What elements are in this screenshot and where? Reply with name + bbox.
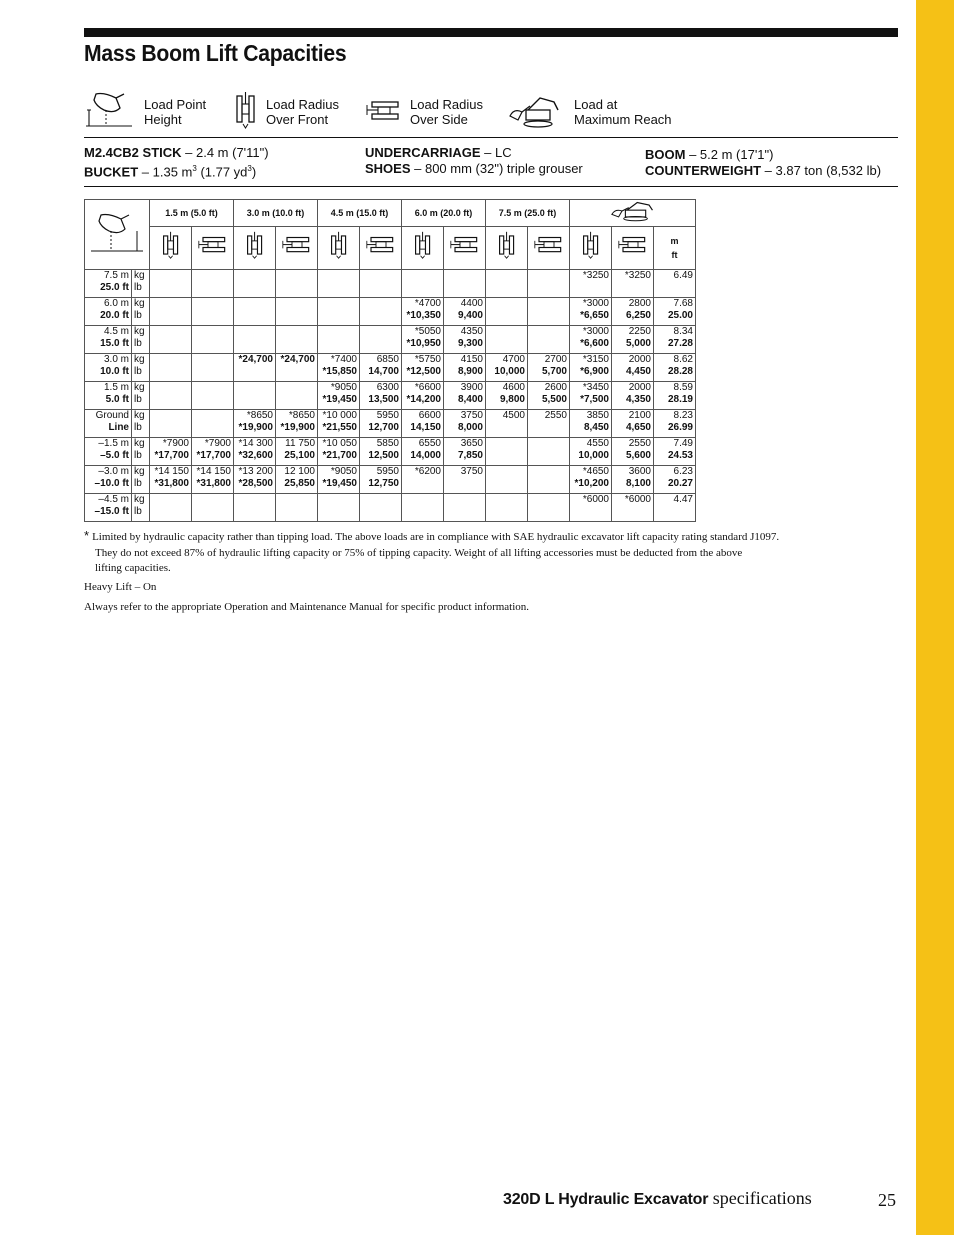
spec-stick-bucket: M2.4CB2 STICK – 2.4 m (7'11") BUCKET – 1.35 $m^3$ (1.77 $yd^3$) <box>84 145 269 180</box>
capacity-cell: *7900 *17,700 <box>150 437 192 465</box>
load-radius-over-side-icon <box>198 248 228 259</box>
table-row <box>85 353 696 381</box>
max-reach-distance-cell: 7.49 24.53 <box>654 437 696 465</box>
capacity-cell: *3000 *6,600 <box>570 325 612 353</box>
row-unit-label: kg lb <box>132 297 150 325</box>
row-unit-label: kg lb <box>132 437 150 465</box>
over-side-header-cell <box>444 226 486 269</box>
capacity-cell <box>234 325 276 353</box>
load-radius-over-side-icon <box>366 248 396 259</box>
load-radius-over-side-icon <box>282 248 312 259</box>
lift-capacity-table <box>84 199 696 522</box>
max-reach-distance-cell: 7.68 25.00 <box>654 297 696 325</box>
notes: * Limited by hydraulic capacity rather than tipping load. The above loads are in compliance with SAE hydraulic excavator lift capacity rating standard J1097. They do not exceed 87% of hydraulic lifting capacity or 75% of tipping capacity. Weight of all lifting accessories must be deducted from the above lifting capacities. Heavy Lift – On Always refer to the appropriate Operation and Maintenance Manual for specific product information. <box>84 528 884 616</box>
load-radius-over-front-icon <box>581 251 601 262</box>
radius-header-5: 7.5 m (25.0 ft) <box>486 200 570 227</box>
over-front-header-cell <box>402 226 444 269</box>
load-point-height-icon <box>87 205 147 259</box>
capacity-cell <box>192 409 234 437</box>
yellow-edge-bar <box>916 0 954 1235</box>
capacity-cell: 12 100 25,850 <box>276 465 318 493</box>
load-radius-over-side-icon <box>534 248 564 259</box>
spec-undercarriage-shoes: UNDERCARRIAGE – LC SHOES – 800 mm (32") triple grouser <box>365 145 583 176</box>
capacity-cell <box>234 493 276 521</box>
capacity-cell <box>276 269 318 297</box>
capacity-cell: *14 300 *32,600 <box>234 437 276 465</box>
table-row <box>85 325 696 353</box>
capacity-cell <box>318 493 360 521</box>
radius-header-1: 1.5 m (5.0 ft) <box>150 200 234 227</box>
capacity-cell <box>486 493 528 521</box>
max-reach-distance-cell: 8.34 27.28 <box>654 325 696 353</box>
table-row <box>85 409 696 437</box>
legend-item-load-point-height: Load Point Height <box>86 90 254 130</box>
over-side-header-cell <box>528 226 570 269</box>
capacity-cell <box>234 381 276 409</box>
radius-header-4: 6.0 m (20.0 ft) <box>402 200 486 227</box>
capacity-cell: *4650 *10,200 <box>570 465 612 493</box>
capacity-cell: *7900 *17,700 <box>192 437 234 465</box>
row-height-label: Ground Line <box>85 409 132 437</box>
manual-note: Always refer to the appropriate Operation and Maintenance Manual for specific product information. <box>84 601 530 613</box>
capacity-cell <box>402 493 444 521</box>
capacity-cell: *9050 *19,450 <box>318 381 360 409</box>
row-unit-label: kg lb <box>132 325 150 353</box>
capacity-cell: *24,700 <box>234 353 276 381</box>
capacity-cell: *3150 *6,900 <box>570 353 612 381</box>
over-side-header-cell <box>276 226 318 269</box>
legend-item-load-radius-side: Load Radius Over Side <box>366 90 520 130</box>
spec-boom-counterweight: BOOM – 5.2 m (17'1") COUNTERWEIGHT – 3.87 ton (8,532 lb) <box>645 147 882 178</box>
capacity-cell: *8650 *19,900 <box>234 409 276 437</box>
load-radius-over-front-icon <box>161 251 181 262</box>
load-radius-over-front-icon <box>329 251 349 262</box>
over-front-header-cell <box>234 226 276 269</box>
capacity-cell: *5050 *10,950 <box>402 325 444 353</box>
capacity-cell <box>192 493 234 521</box>
capacity-cell: 5950 12,700 <box>360 409 402 437</box>
capacity-cell: *6000 <box>612 493 654 521</box>
load-at-maximum-reach-icon <box>607 200 659 222</box>
footer-title: 320D L Hydraulic Excavator specifications <box>503 1188 812 1208</box>
capacity-cell <box>486 269 528 297</box>
over-front-header-cell <box>570 226 612 269</box>
legend <box>84 90 898 136</box>
capacity-cell <box>150 493 192 521</box>
over-side-header-cell <box>612 226 654 269</box>
capacity-cell <box>318 297 360 325</box>
capacity-cell <box>486 465 528 493</box>
capacity-cell: 4150 8,900 <box>444 353 486 381</box>
radius-header-2: 3.0 m (10.0 ft) <box>234 200 318 227</box>
page-title: Mass Boom Lift Capacities <box>84 40 347 66</box>
capacity-cell <box>234 297 276 325</box>
capacity-cell <box>360 297 402 325</box>
capacity-cell <box>360 325 402 353</box>
over-front-header-cell <box>150 226 192 269</box>
row-height-label: –4.5 m –15.0 ft <box>85 493 132 521</box>
capacity-cell: *9050 *19,450 <box>318 465 360 493</box>
capacity-cell: *3000 *6,650 <box>570 297 612 325</box>
capacity-cell: *5750 *12,500 <box>402 353 444 381</box>
row-unit-label: kg lb <box>132 269 150 297</box>
capacity-cell: *24,700 <box>276 353 318 381</box>
load-point-height-header-cell <box>85 200 150 270</box>
capacity-cell: *14 150 *31,800 <box>150 465 192 493</box>
capacity-cell: 11 750 25,100 <box>276 437 318 465</box>
divider <box>84 137 898 138</box>
capacity-cell <box>528 465 570 493</box>
capacity-cell <box>150 325 192 353</box>
capacity-cell: *8650 *19,900 <box>276 409 318 437</box>
table-row <box>85 269 696 297</box>
capacity-cell <box>192 325 234 353</box>
capacity-cell: *10 000 *21,550 <box>318 409 360 437</box>
legend-item-load-radius-front: Load Radius Over Front <box>234 90 376 130</box>
capacity-cell: 3750 <box>444 465 486 493</box>
capacity-cell: 3600 8,100 <box>612 465 654 493</box>
capacity-cell: 2700 5,700 <box>528 353 570 381</box>
capacity-cell <box>192 269 234 297</box>
row-height-label: 4.5 m 15.0 ft <box>85 325 132 353</box>
table-row <box>85 297 696 325</box>
capacity-cell <box>528 493 570 521</box>
page-number: 25 <box>878 1190 896 1210</box>
capacity-cell: 2800 6,250 <box>612 297 654 325</box>
load-radius-over-side-icon <box>366 90 402 130</box>
capacity-cell: 3850 8,450 <box>570 409 612 437</box>
max-reach-distance-cell: 6.23 20.27 <box>654 465 696 493</box>
capacity-cell <box>360 493 402 521</box>
over-side-header-cell <box>192 226 234 269</box>
capacity-cell <box>276 381 318 409</box>
row-height-label: –3.0 m –10.0 ft <box>85 465 132 493</box>
row-height-label: 7.5 m 25.0 ft <box>85 269 132 297</box>
row-unit-label: kg lb <box>132 353 150 381</box>
over-front-header-cell <box>318 226 360 269</box>
capacity-cell <box>528 269 570 297</box>
capacity-cell: 2100 4,650 <box>612 409 654 437</box>
max-reach-header <box>570 200 696 227</box>
max-reach-distance-cell: 4.47 <box>654 493 696 521</box>
max-reach-distance-cell: 8.62 28.28 <box>654 353 696 381</box>
capacity-cell <box>192 353 234 381</box>
capacity-cell <box>276 325 318 353</box>
load-radius-over-front-icon <box>234 90 258 130</box>
over-side-header-cell <box>360 226 402 269</box>
capacity-cell <box>276 493 318 521</box>
capacity-cell <box>528 437 570 465</box>
capacity-cell: *10 050 *21,700 <box>318 437 360 465</box>
capacity-cell: 4500 <box>486 409 528 437</box>
capacity-cell <box>234 269 276 297</box>
unit-header-cell: m ft <box>654 226 696 269</box>
load-radius-over-front-icon <box>497 251 517 262</box>
legend-item-max-reach: Load at Maximum Reach <box>506 90 684 130</box>
capacity-cell: *13 200 *28,500 <box>234 465 276 493</box>
capacity-cell <box>360 269 402 297</box>
capacity-cell: 6550 14,000 <box>402 437 444 465</box>
capacity-cell <box>318 325 360 353</box>
row-unit-label: kg lb <box>132 493 150 521</box>
capacity-cell <box>402 269 444 297</box>
capacity-cell: 6300 13,500 <box>360 381 402 409</box>
capacity-cell <box>444 269 486 297</box>
row-height-label: 3.0 m 10.0 ft <box>85 353 132 381</box>
capacity-cell: *4700 *10,350 <box>402 297 444 325</box>
capacity-cell: *6600 *14,200 <box>402 381 444 409</box>
row-height-label: 1.5 m 5.0 ft <box>85 381 132 409</box>
capacity-cell <box>486 325 528 353</box>
capacity-cell <box>192 381 234 409</box>
capacity-cell <box>528 325 570 353</box>
row-height-label: 6.0 m 20.0 ft <box>85 297 132 325</box>
capacity-cell: 4550 10,000 <box>570 437 612 465</box>
load-radius-over-front-icon <box>245 251 265 262</box>
footnote-hydraulic: * Limited by hydraulic capacity rather than tipping load. The above loads are in compliance with SAE hydraulic excavator lift capacity rating standard J1097. <box>84 528 780 543</box>
table-row <box>85 493 696 521</box>
capacity-cell: 6600 14,150 <box>402 409 444 437</box>
capacity-cell: 2550 5,600 <box>612 437 654 465</box>
capacity-cell <box>276 297 318 325</box>
capacity-cell: *7400 *15,850 <box>318 353 360 381</box>
capacity-cell: 5850 12,500 <box>360 437 402 465</box>
capacity-cell: *3250 <box>570 269 612 297</box>
row-height-label: –1.5 m –5.0 ft <box>85 437 132 465</box>
capacity-cell: 5950 12,750 <box>360 465 402 493</box>
max-reach-distance-cell: 6.49 <box>654 269 696 297</box>
title-rule <box>84 28 898 37</box>
capacity-cell: 3900 8,400 <box>444 381 486 409</box>
load-at-maximum-reach-icon <box>506 90 564 130</box>
over-front-header-cell <box>486 226 528 269</box>
capacity-cell: *6000 <box>570 493 612 521</box>
capacity-cell: 4350 9,300 <box>444 325 486 353</box>
table-row <box>85 381 696 409</box>
max-reach-distance-cell: 8.23 26.99 <box>654 409 696 437</box>
capacity-cell: 2000 4,450 <box>612 353 654 381</box>
capacity-cell <box>318 269 360 297</box>
capacity-cell: 2600 5,500 <box>528 381 570 409</box>
capacity-cell <box>528 297 570 325</box>
capacity-cell <box>150 409 192 437</box>
capacity-cell: *3450 *7,500 <box>570 381 612 409</box>
load-point-height-icon <box>86 90 136 130</box>
heavy-lift-note: Heavy Lift – On <box>84 580 157 593</box>
capacity-cell <box>150 353 192 381</box>
capacity-cell: 4700 10,000 <box>486 353 528 381</box>
capacity-cell: 4600 9,800 <box>486 381 528 409</box>
row-unit-label: kg lb <box>132 465 150 493</box>
table-row <box>85 465 696 493</box>
load-radius-over-side-icon <box>450 248 480 259</box>
load-radius-over-side-icon <box>618 248 648 259</box>
capacity-cell: 2550 <box>528 409 570 437</box>
capacity-cell <box>486 437 528 465</box>
capacity-cell <box>150 297 192 325</box>
row-unit-label: kg lb <box>132 409 150 437</box>
radius-header-3: 4.5 m (15.0 ft) <box>318 200 402 227</box>
max-reach-distance-cell: 8.59 28.19 <box>654 381 696 409</box>
divider <box>84 186 898 187</box>
row-unit-label: kg lb <box>132 381 150 409</box>
capacity-cell: 4400 9,400 <box>444 297 486 325</box>
table-row <box>85 437 696 465</box>
capacity-cell <box>486 297 528 325</box>
capacity-cell: 2250 5,000 <box>612 325 654 353</box>
capacity-cell <box>444 493 486 521</box>
load-radius-over-front-icon <box>413 251 433 262</box>
capacity-cell: *14 150 *31,800 <box>192 465 234 493</box>
capacity-cell <box>150 269 192 297</box>
capacity-cell <box>192 297 234 325</box>
capacity-cell: 3750 8,000 <box>444 409 486 437</box>
capacity-cell: *3250 <box>612 269 654 297</box>
capacity-cell: 2000 4,350 <box>612 381 654 409</box>
capacity-cell <box>150 381 192 409</box>
capacity-cell: 3650 7,850 <box>444 437 486 465</box>
capacity-cell: *6200 <box>402 465 444 493</box>
capacity-cell: 6850 14,700 <box>360 353 402 381</box>
